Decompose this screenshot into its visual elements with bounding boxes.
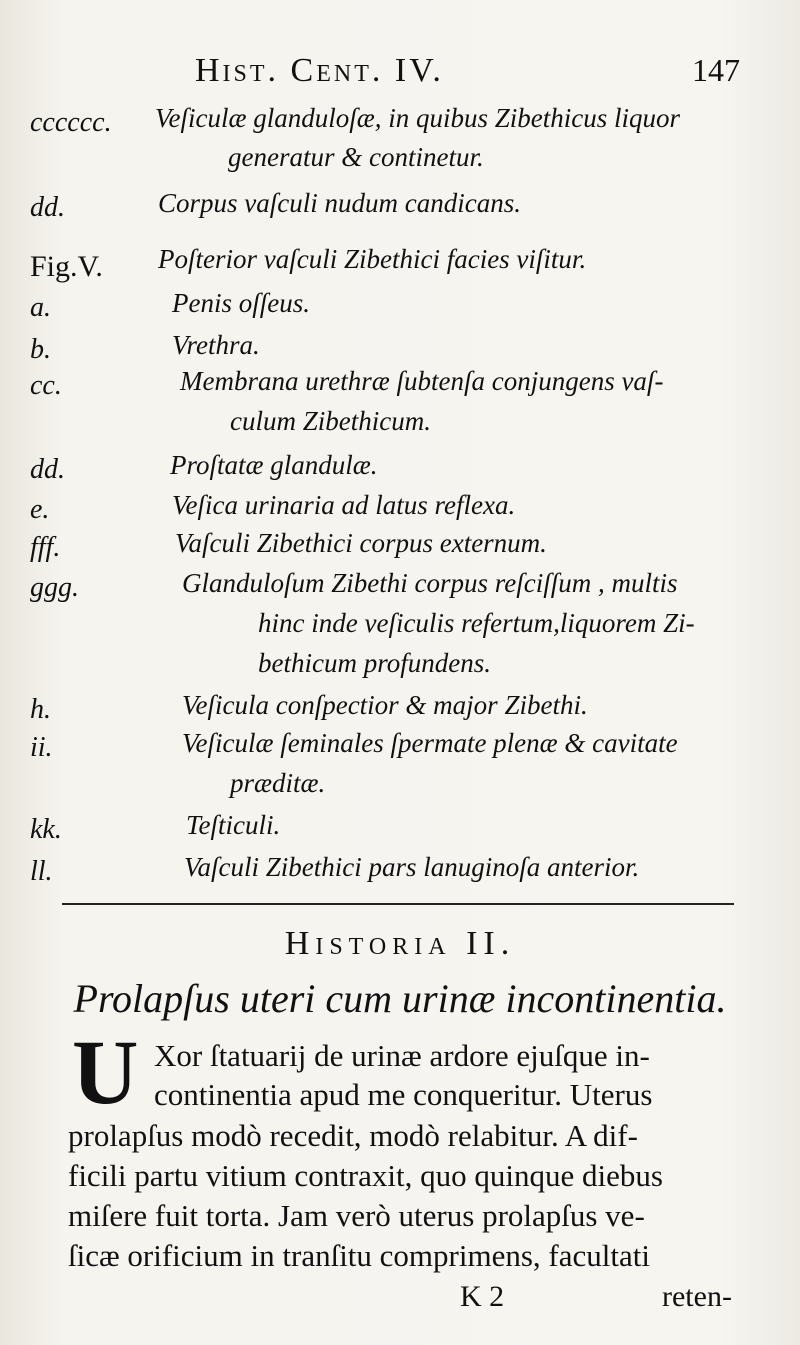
- page-header: [195, 52, 740, 92]
- section-divider: [62, 903, 734, 905]
- legend-text: bethicum profundens.: [258, 648, 491, 678]
- body-line: ficili partu vitium contraxit, quo quinque diebus: [68, 1158, 663, 1193]
- legend-text: Veſiculæ ſeminales ſpermate plenæ & cavitate: [182, 728, 678, 758]
- legend-key: kk.: [30, 814, 62, 845]
- legend-key: b.: [30, 334, 51, 365]
- section-heading: Historia II.: [284, 925, 516, 962]
- legend-text: Vaſculi Zibethici pars lanuginoſa anterior.: [184, 852, 640, 882]
- legend-key: e.: [30, 494, 50, 525]
- legend-key: a.: [30, 292, 51, 323]
- legend-text: præditæ.: [230, 768, 326, 798]
- legend-text: Vaſculi Zibethici corpus externum.: [175, 528, 547, 558]
- legend-text: generatur & continetur.: [228, 142, 484, 172]
- page-number: 147: [692, 52, 740, 88]
- legend-text: Teſticuli.: [186, 810, 281, 840]
- legend-text: Vrethra.: [172, 330, 260, 360]
- legend-key: ll.: [30, 856, 53, 887]
- legend-text: hinc inde veſiculis refertum,liquorem Zi-: [258, 608, 695, 638]
- running-title: Hist. Cent. IV.: [195, 52, 444, 89]
- legend-text: Veſiculæ glanduloſæ, in quibus Zibethicus liquor: [155, 103, 681, 133]
- legend-text: Penis oſſeus.: [172, 288, 310, 318]
- legend-key: cccccc.: [30, 107, 112, 138]
- body-line: prolapſus modò recedit, modò relabitur. A dif-: [68, 1118, 638, 1153]
- catchword: reten-: [662, 1280, 732, 1313]
- legend-text: Proſtatæ glandulæ.: [170, 450, 378, 480]
- legend-key: dd.: [30, 192, 65, 223]
- legend-text: Corpus vaſculi nudum candicans.: [158, 188, 521, 218]
- legend-key: fff.: [30, 532, 61, 563]
- legend-text: Glanduloſum Zibethi corpus reſciſſum , multis: [182, 568, 678, 598]
- signature-mark: K 2: [460, 1280, 505, 1313]
- legend-key: dd.: [30, 454, 65, 485]
- legend-text: Veſicula conſpectior & major Zibethi.: [182, 690, 588, 720]
- legend-text: Membrana urethræ ſubtenſa conjungens vaſ-: [180, 366, 664, 396]
- section-title: Prolapſus uteri cum urinæ incontinentia.: [73, 976, 727, 1021]
- body-line: miſere fuit torta. Jam verò uterus prolapſus ve-: [68, 1198, 645, 1233]
- page-footer: [0, 1280, 800, 1320]
- legend-key: Fig.V.: [30, 250, 103, 283]
- body-line: Xor ſtatuarij de urinæ ardore ejuſque in-: [154, 1038, 650, 1073]
- body-line: ſicæ orificium in tranſitu comprimens, facultati: [68, 1238, 650, 1273]
- body-line: continentia apud me conqueritur. Uterus: [154, 1077, 653, 1112]
- legend-key: ii.: [30, 732, 53, 763]
- legend-key: cc.: [30, 370, 62, 401]
- legend-text: Veſica urinaria ad latus reflexa.: [172, 490, 516, 520]
- legend-text: Poſterior vaſculi Zibethici facies viſitur.: [158, 244, 587, 274]
- legend-text: culum Zibethicum.: [230, 406, 431, 436]
- legend-key: h.: [30, 694, 51, 725]
- legend-key: ggg.: [30, 572, 79, 603]
- drop-cap: U: [72, 1021, 139, 1123]
